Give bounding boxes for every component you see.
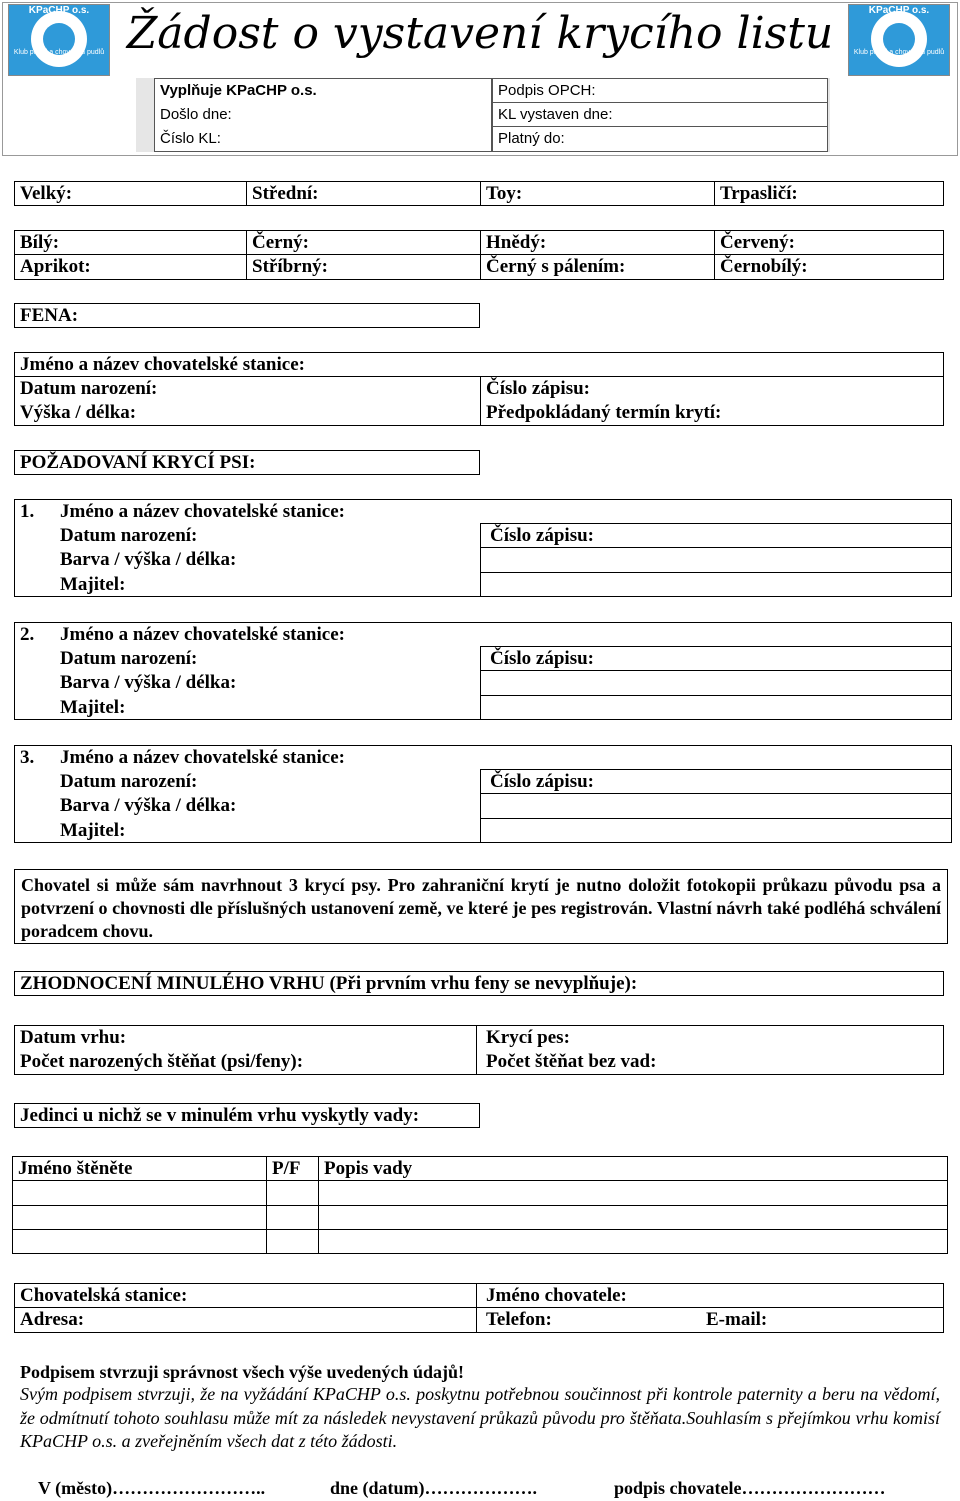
size-dwarf: Trpasličí: [720,183,798,204]
stud-1-number: 1. [20,501,35,522]
studs-heading: POŽADOVANÍ KRYCÍ PSI: [20,452,256,473]
page-title: Žádost o vystavení krycího listu [126,8,834,59]
fena-heading-box [14,303,480,328]
breeder-email: E-mail: [706,1309,768,1330]
color-black-white: Černobílý: [720,256,808,277]
confirm-italic: Svým podpisem stvrzuji, že na vyžádání KPaCHP o.s. poskytnu potřebnou součinnost při kontrole paternity a beru na vědomí, že odmítnutí tohoto souhlasu může mít za následek nevystavení průkazů původu pro štěňata.Souhlasím s přejímkou vrhu komisí KPaCHP o.s. a zveřejněním všech dat z této žádosti. [20,1384,940,1451]
stud-1-color: Barva / výška / délka: [60,549,237,570]
size-medium: Střední: [252,183,319,204]
logo-left: KPaCHP o.s. Klub přátel a chovatelů pudlů [8,4,110,76]
stud-2-owner: Majitel: [60,697,126,718]
stud-2-color: Barva / výška / délka: [60,672,237,693]
color-brown: Hnědý: [486,232,547,253]
defects-col-desc: Popis vady [324,1158,413,1179]
stud-3-color: Barva / výška / délka: [60,795,237,816]
stud-3-birth: Datum narození: [60,771,198,792]
litter-date: Datum vrhu: [20,1027,127,1048]
size-row [14,181,944,206]
puppies-no-defects: Počet štěňat bez vad: [486,1051,657,1072]
office-valid: Platný do: [498,130,565,147]
fena-reg: Číslo zápisu: [486,378,590,399]
stud-3-number: 3. [20,747,35,768]
stud-3-name: Jméno a název chovatelské stanice: [60,747,345,768]
stud-2-name: Jméno a název chovatelské stanice: [60,624,345,645]
defects-heading: Jedinci u nichž se v minulém vrhu vyskytly vady: [20,1105,420,1126]
breeder-kennel: Chovatelská stanice: [20,1285,188,1306]
breeder-phone: Telefon: [486,1309,552,1330]
stud-1-owner: Majitel: [60,574,126,595]
fena-height: Výška / délka: [20,402,137,423]
defects-row[interactable] [12,1230,948,1254]
breeder-address: Adresa: [20,1309,85,1330]
color-red: Červený: [720,232,795,253]
fena-heading: FENA: [20,305,79,326]
logo-right: KPaCHP o.s. Klub přátel a chovatelů pudlů [848,4,950,76]
office-signature: Podpis OPCH: [498,82,596,99]
signature-sign: podpis chovatele…………………… [614,1478,886,1498]
office-issued: KL vystaven dne: [498,106,613,123]
stud-3-owner: Majitel: [60,820,126,841]
office-received: Došlo dne: [160,106,232,123]
stud-1-birth: Datum narození: [60,525,198,546]
evaluation-heading: ZHODNOCENÍ MINULÉHO VRHU (Při prvním vrhu feny se nevyplňuje): [20,973,638,994]
defects-row[interactable] [12,1206,948,1229]
confirm-bold: Podpisem stvrzuji správnost všech výše uvedených údajů! [20,1362,465,1382]
signature-date: dne (datum)………………. [330,1478,538,1498]
stud-1-name: Jméno a název chovatelské stanice: [60,501,345,522]
color-black: Černý: [252,232,309,253]
stud-2-reg: Číslo zápisu: [490,648,594,669]
puppies-born: Počet narozených štěňat (psi/feny): [20,1051,304,1072]
fena-term: Předpokládaný termín krytí: [486,402,722,423]
size-toy: Toy: [486,183,523,204]
color-apricot: Aprikot: [20,256,91,277]
size-large: Velký: [20,183,73,204]
stud-3-reg: Číslo zápisu: [490,771,594,792]
stud-1-reg: Číslo zápisu: [490,525,594,546]
color-silver: Stříbrný: [252,256,328,277]
office-kl-number: Číslo KL: [160,130,221,147]
notice-box: Chovatel si může sám navrhnout 3 krycí psy. Pro zahraniční krytí je nutno doložit fotokopii průkazu původu psa a potvrzení o chovnosti dle příslušných ustanovení země, ve které je pes registrován. Vlastní návrh také podléhá schválení poradcem chovu. [14,869,948,944]
office-heading: Vyplňuje KPaCHP o.s. [160,82,317,99]
fena-birth: Datum narození: [20,378,158,399]
defects-col-name: Jméno štěněte [18,1158,133,1179]
stud-2-number: 2. [20,624,35,645]
defects-row[interactable] [12,1181,948,1205]
defects-col-sex: P/F [272,1158,301,1179]
stud-2-birth: Datum narození: [60,648,198,669]
breeder-name: Jméno chovatele: [486,1285,627,1306]
color-white: Bílý: [20,232,60,253]
signature-city: V (město)…………………….. [38,1478,266,1498]
litter-stud: Krycí pes: [486,1027,570,1048]
color-black-tan: Černý s pálením: [486,256,626,277]
fena-name: Jméno a název chovatelské stanice: [20,354,305,375]
